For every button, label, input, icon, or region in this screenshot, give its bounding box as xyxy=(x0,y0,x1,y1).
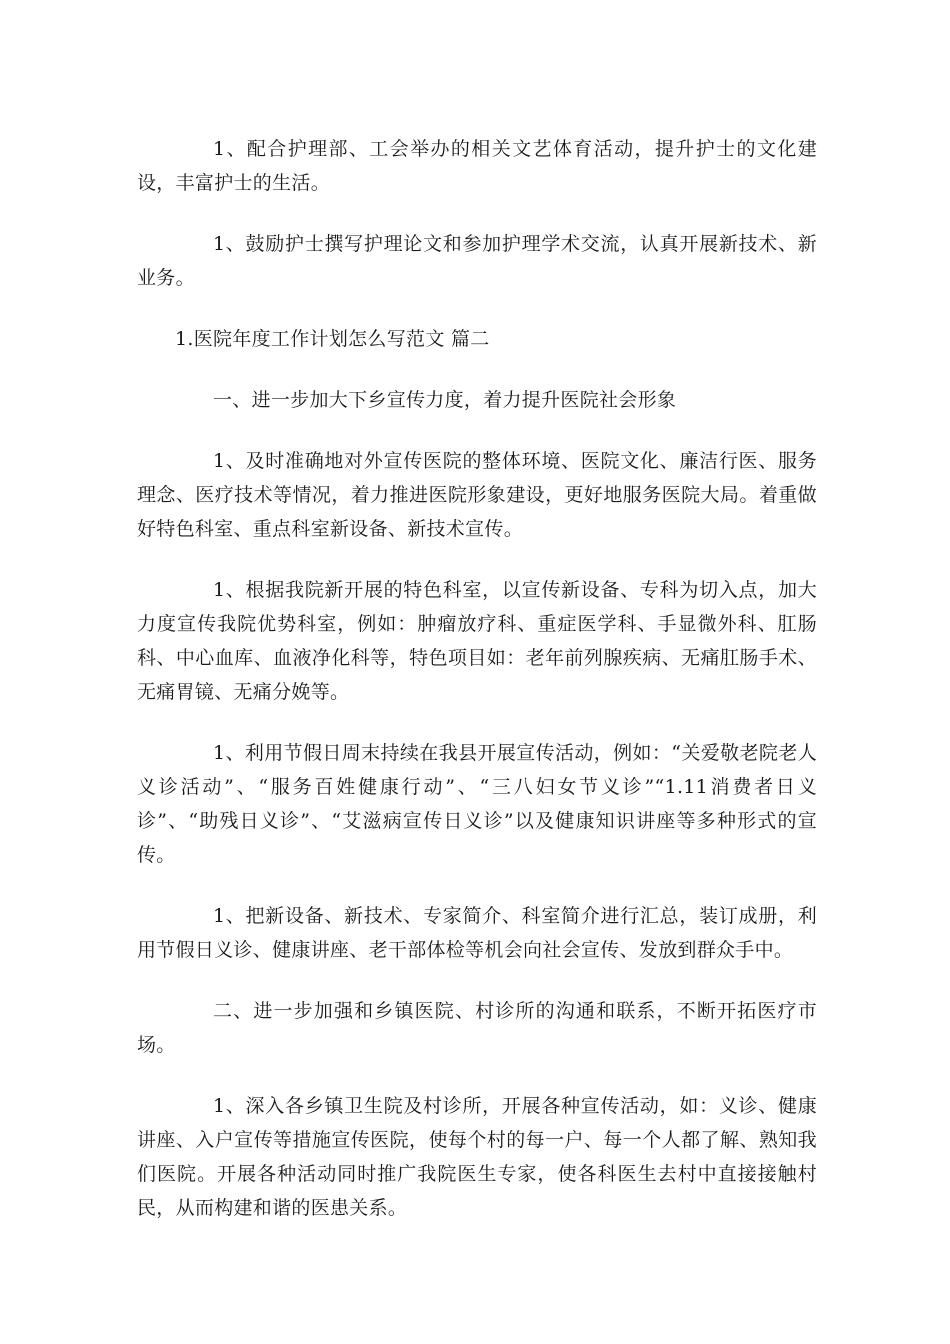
paragraph-nursing-papers: 1、鼓励护士撰写护理论文和参加护理学术交流，认真开展新技术、新业务。 xyxy=(137,233,817,289)
paragraph-external-publicity: 1、及时准确地对外宣传医院的整体环境、医院文化、廉洁行医、服务理念、医疗技术等情况，着力推进医院形象建设，更好地服务医院大局。着重做好特色科室、重点科室新设备、新技术宣传。 xyxy=(137,450,817,540)
paragraph-village-outreach: 1、深入各乡镇卫生院及村诊所，开展各种宣传活动，如：义诊、健康讲座、入户宣传等措施宣传医院，使每个村的每一户、每一个人都了解、熟知我们医院。开展各种活动同时推广我院医生专家，使各科医生去村中直接接触村民，从而构建和谐的医患关系。 xyxy=(137,1095,817,1219)
document-body xyxy=(137,132,817,1252)
paragraph-nursing-culture: 1、配合护理部、工会举办的相关文艺体育活动，提升护士的文化建设，丰富护士的生活。 xyxy=(137,138,817,194)
paragraph-heading-two: 二、进一步加强和乡镇医院、村诊所的沟通和联系，不断开拓医疗市场。 xyxy=(137,1000,817,1056)
paragraph-heading-one: 一、进一步加大下乡宣传力度，着力提升医院社会形象 xyxy=(213,389,677,411)
paragraph-brochure: 1、把新设备、新技术、专家简介、科室简介进行汇总，装订成册，利用节假日义诊、健康讲座、老干部体检等机会向社会宣传、发放到群众手中。 xyxy=(137,905,817,961)
section-title: 1.医院年度工作计划怎么写范文 篇二 xyxy=(175,328,490,350)
paragraph-holiday-activities: 1、利用节假日周末持续在我县开展宣传活动，例如：“关爱敬老院老人义诊活动”、“服务百姓健康行动”、“三八妇女节义诊”“1.11消费者日义诊”、“助残日义诊”、“艾滋病宣传日义诊”以及健康知识讲座等多种形式的宣传。 xyxy=(137,742,817,866)
paragraph-specialty-departments: 1、根据我院新开展的特色科室，以宣传新设备、专科为切入点，加大力度宣传我院优势科室，例如：肿瘤放疗科、重症医学科、手显微外科、肛肠科、中心血库、血液净化科等，特色项目如：老年前列腺疾病、无痛肛肠手术、无痛胃镜、无痛分娩等。 xyxy=(137,579,817,703)
